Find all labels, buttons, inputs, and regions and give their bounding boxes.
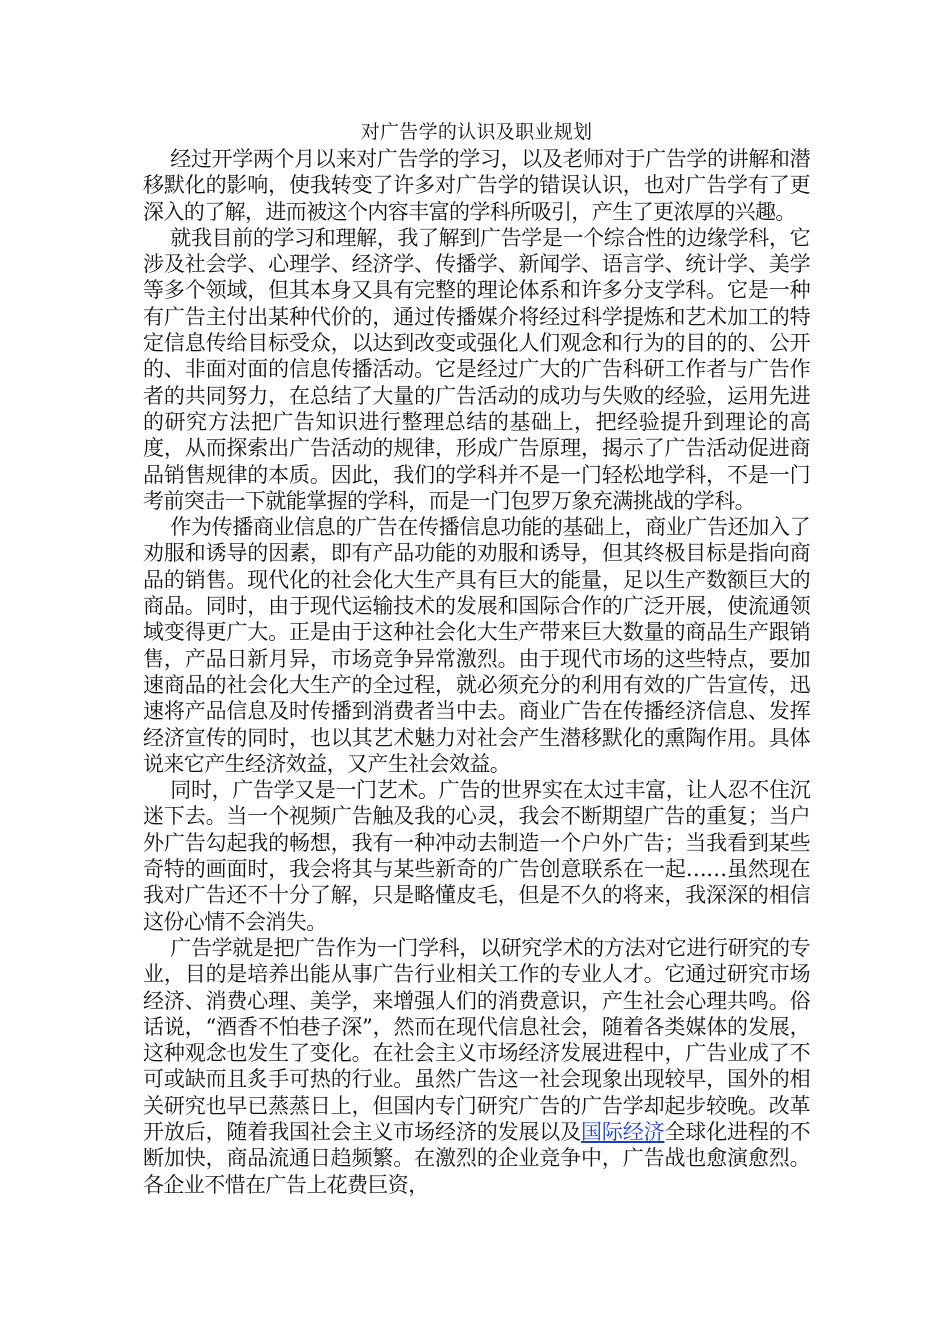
paragraph-2: 就我目前的学习和理解，我了解到广告学是一个综合性的边缘学科，它涉及社会学、心理学、经济学、传播学、新闻学、语言学、统计学、美学等多个领域，但其本身又具有完整的理论体系和许多分支学科。它是一种有广告主付出某种代价的，通过传播媒介将经过科学提炼和艺术加工的特定信息传给目标受众，以达到改变或强化人们观念和行为的目的的、公开的、非面对面的信息传播活动。它是经过广大的广告科研工作者与广告作者的共同努力，在总结了大量的广告活动的成功与失败的经验，运用先进的研究方法把广告知识进行整理总结的基础上，把经验提升到理论的高度，从而探索出广告活动的规律，形成广告原理，揭示了广告活动促进商品销售规律的本质。因此，我们的学科并不是一门轻松地学科，不是一门考前突击一下就能掌握的学科，而是一门包罗万象充满挑战的学科。: [143, 225, 810, 513]
paragraph-5-text-before-link: 广告学就是把广告作为一门学科，以研究学术的方法对它进行研究的专业，目的是培养出能从事广告行业相关工作的专业人才。它通过研究市场经济、消费心理、美学，来增强人们的消费意识，产生社会心理共鸣。俗话说，“酒香不怕巷子深”，然而在现代信息社会，随着各类媒体的发展，这种观念也发生了变化。在社会主义市场经济发展进程中，广告业成了不可或缺而且炙手可热的行业。虽然广告这一社会现象出现较早，国外的相关研究也早已蒸蒸日上，但国内专门研究广告的广告学却起步较晚。改革开放后，随着我国社会主义市场经济的发展以及: [143, 935, 810, 1144]
document-title: 对广告学的认识及职业规划: [360, 121, 593, 143]
paragraph-1: 经过开学两个月以来对广告学的学习，以及老师对于广告学的讲解和潜移默化的影响，使我转变了许多对广告学的错误认识，也对广告学有了更深入的了解，进而被这个内容丰富的学科所吸引，产生了更浓厚的兴趣。: [143, 147, 810, 224]
paragraph-5: [143, 935, 810, 1198]
paragraph-3: 作为传播商业信息的广告在传播信息功能的基础上，商业广告还加入了劝服和诱导的因素，即有产品功能的劝服和诱导，但其终极目标是指向商品的销售。现代化的社会化大生产具有巨大的能量，足以生产数额巨大的商品。同时，由于现代运输技术的发展和国际合作的广泛开展，使流通领域变得更广大。正是由于这种社会化大生产带来巨大数量的商品生产跟销售，产品日新月异，市场竞争异常激烈。由于现代市场的这些特点，要加速商品的社会化大生产的全过程，就必须充分的利用有效的广告宣传，迅速将产品信息及时传播到消费者当中去。商业广告在传播经济信息、发挥经济宣传的同时，也以其艺术魅力对社会产生潜移默化的熏陶作用。具体说来它产生经济效益，又产生社会效益。: [143, 515, 810, 776]
paragraph-4: 同时，广告学又是一门艺术。广告的世界实在太过丰富，让人忍不住沉迷下去。当一个视频广告触及我的心灵，我会不断期望广告的重复；当户外广告勾起我的畅想，我有一种冲动去制造一个户外广告；当我看到某些奇特的画面时，我会将其与某些新奇的广告创意联系在一起……虽然现在我对广告还不十分了解，只是略懂皮毛，但是不久的将来，我深深的相信这份心情不会消失。: [143, 778, 810, 934]
international-economy-link[interactable]: 国际经济: [581, 1119, 665, 1144]
document-page: [143, 118, 810, 1198]
paragraph-5-text-after-link: 全球化进程的不断加快，商品流通日趋频繁。在激烈的企业竞争中，广告战也愈演愈烈。各企业不惜在广告上花费巨资，: [143, 1119, 810, 1197]
